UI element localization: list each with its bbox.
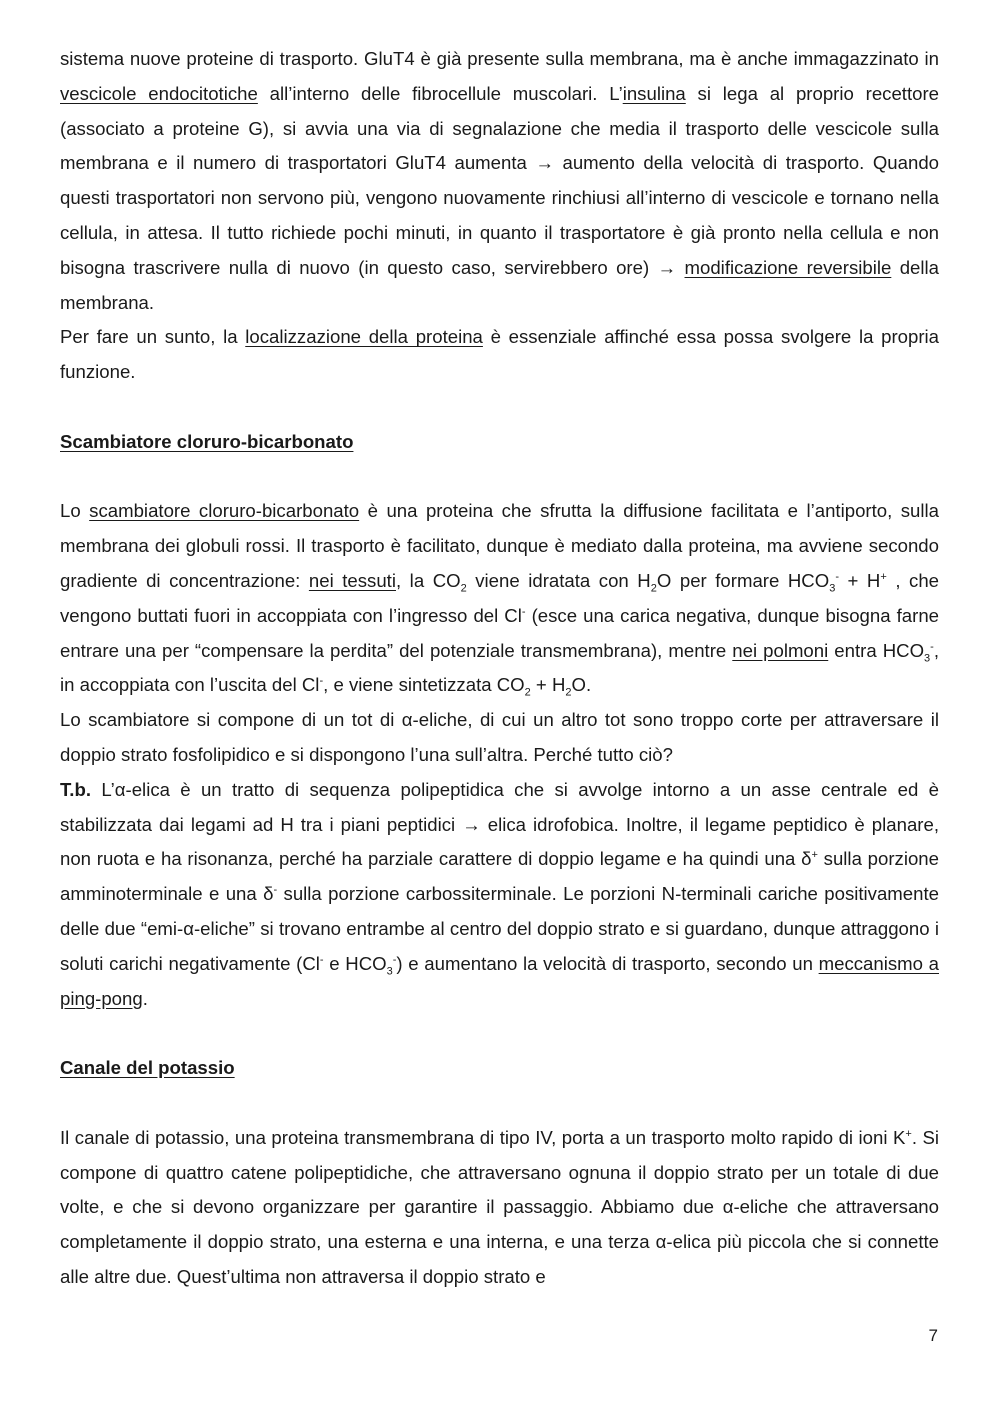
superscript: - <box>319 953 324 966</box>
text: Il canale di potassio, una proteina transmembrana di tipo IV, porta a un trasporto molto rapido di ioni K <box>60 1126 906 1148</box>
text: e HCO <box>323 952 387 974</box>
underlined-term: nei tessuti <box>308 569 396 591</box>
underlined-term: localizzazione della proteina <box>245 326 483 348</box>
text: (esce una carica negativa, dunque bisogna farne entrare una per “compensare la perdita” del potenziale transmembrana), mentre <box>60 604 940 661</box>
text: . <box>142 987 148 1009</box>
text: Lo <box>60 500 90 522</box>
text: viene idratata con H <box>466 569 651 591</box>
text: della membrana. <box>60 256 939 313</box>
text: , e viene sintetizzata CO <box>323 674 525 696</box>
underlined-term: vescicole endocitotiche <box>60 82 258 104</box>
paragraph-potassium-channel <box>60 1121 939 1295</box>
text: , in accoppiata con l’uscita del Cl <box>60 639 939 696</box>
subscript: 3 <box>829 582 836 595</box>
text: è una proteina che sfrutta la diffusione facilitata e l’antiporto, sulla membrana dei globuli rossi. Il trasporto è facilitato, dunque è mediato dalla proteina, ma avviene secondo gradiente di concentrazione: <box>60 500 939 591</box>
text: L’α-elica è un tratto di sequenza polipeptidica che si avvolge intorno a un asse centrale ed è stabilizzata dai legami ad H tra i piani peptidici → elica idrofobica. Inoltre, il legame peptidico è planare, non ruota e ha risonanza, perché ha parziale carattere di doppio legame e ha quindi una δ <box>60 778 939 870</box>
superscript: - <box>521 605 526 618</box>
text: . Si compone di quattro catene polipeptidiche, che attraversano ognuna il doppio strato per un totale di due volte, e che si devono organizzare per garantire il passaggio. Abbiamo due α-eliche che attraversano completamente il doppio strato, una esterna e una interna, e una terza α-elica più piccola che si connette alle altre due. Quest’ultima non attraversa il doppio strato e <box>60 1126 939 1287</box>
underlined-term: insulina <box>622 82 686 104</box>
paragraph-exchanger <box>60 494 939 703</box>
text: si lega al proprio recettore (associato a proteine G), si avvia una via di segnalazione che media il trasporto delle vescicole sulla membrana e il numero di trasportatori GluT4 aumenta → aumento della velocità di trasporto. Quando questi trasportatori non servono più, vengono nuovamente rinchiusi all’interno di vescicole e tornano nella cellula, in attesa. Il tutto richiede pochi minuti, in quanto il trasportatore è già pronto nella cellula e non bisogna trascrivere nulla di nuovo (in questo caso, servirebbero ore) → <box>60 82 940 278</box>
bold-label: T.b. <box>60 778 91 800</box>
superscript: + <box>880 570 887 583</box>
text: , la CO <box>395 569 461 591</box>
underlined-term: scambiatore cloruro-bicarbonato <box>89 500 360 522</box>
text: + H <box>838 569 881 591</box>
superscript: - <box>930 640 934 653</box>
document-page <box>60 42 939 1295</box>
superscript: + <box>811 849 818 862</box>
subscript: 2 <box>650 582 657 595</box>
text: entra HCO <box>828 639 925 661</box>
section-heading: Canale del potassio <box>60 1057 235 1079</box>
superscript: - <box>273 883 278 896</box>
underlined-term: nei polmoni <box>732 639 829 661</box>
text: O. <box>571 674 592 696</box>
section-heading: Scambiatore cloruro-bicarbonato <box>60 430 354 452</box>
superscript: - <box>392 953 397 966</box>
text: Per fare un sunto, la <box>60 326 246 348</box>
text: all’interno delle fibrocellule muscolari. L’ <box>257 82 623 104</box>
text: O per formare HCO <box>656 569 830 591</box>
underlined-term: meccanismo a ping-pong <box>60 952 939 1009</box>
text: sulla porzione carbossiterminale. Le porzioni N-terminali cariche positivamente delle due “emi-α-eliche” si trovano entrambe al centro del doppio strato e si guardano, dunque attraggono i soluti carichi negativamente (Cl <box>60 883 939 974</box>
spacer <box>60 390 939 425</box>
text: sulla porzione amminoterminale e una δ <box>60 848 939 905</box>
underlined-term: modificazione reversibile <box>684 256 892 278</box>
page-number: 7 <box>928 1326 938 1345</box>
subscript: 2 <box>460 582 467 595</box>
spacer <box>60 1016 939 1051</box>
subscript: 3 <box>924 652 931 665</box>
subscript: 2 <box>565 687 572 700</box>
paragraph-summary <box>60 320 939 390</box>
paragraph-alpha-helix <box>60 703 939 1016</box>
spacer <box>60 1086 939 1121</box>
text: ) e aumentano la velocità di trasporto, secondo un <box>396 952 819 974</box>
text: Lo scambiatore si compone di un tot di α-eliche, di cui un altro tot sono troppo corte per attraversare il doppio strato fosfolipidico e si dispongono l’una sull’altra. Perché tutto ciò? <box>60 709 939 765</box>
text: + H <box>530 674 566 696</box>
subscript: 2 <box>524 687 531 700</box>
superscript: - <box>319 675 324 688</box>
superscript: + <box>905 1127 912 1140</box>
text: è essenziale affinché essa possa svolgere la propria funzione. <box>60 326 939 383</box>
subscript: 3 <box>386 965 393 978</box>
text: sistema nuove proteine di trasporto. GluT4 è già presente sulla membrana, ma è anche immagazzinato in <box>60 48 939 69</box>
spacer <box>60 460 939 495</box>
text: , che vengono buttati fuori in accoppiata con l’ingresso del Cl <box>60 569 939 626</box>
superscript: - <box>835 570 839 583</box>
paragraph-glut4 <box>60 42 939 320</box>
